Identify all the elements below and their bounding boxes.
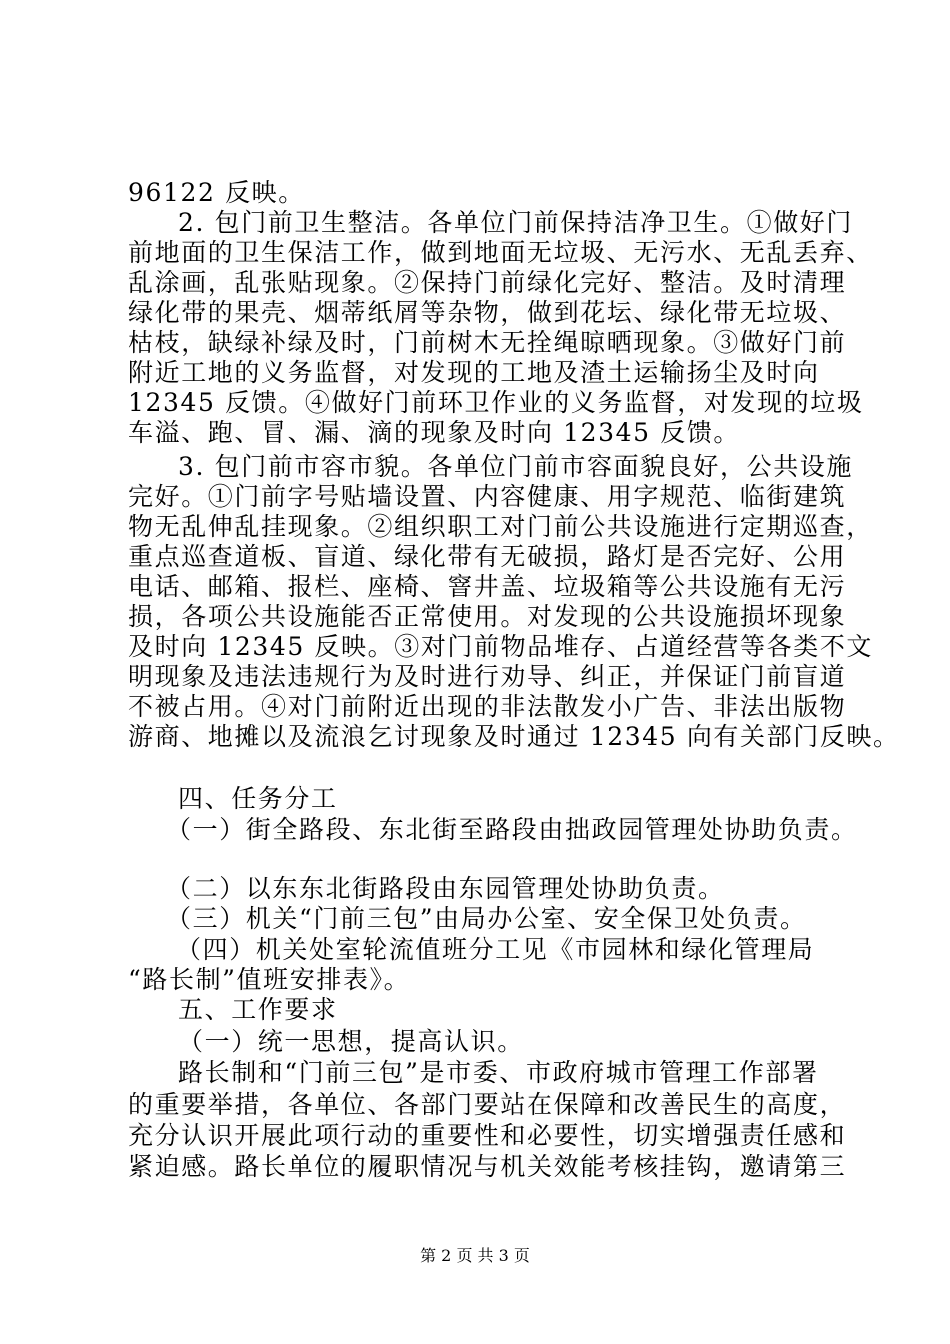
text-line: （二）以东东北街路段由东园管理处协助负责。 — [166, 874, 725, 903]
text-line: 3. 包门前市容市貌。各单位门前市容面貌良好，公共设施 — [178, 452, 854, 481]
text-line: 物无乱伸乱挂现象。②组织职工对门前公共设施进行定期巡查， — [128, 512, 873, 541]
text-line: （一）街全路段、东北街至路段由拙政园管理处协助负责。 — [166, 815, 858, 844]
text-line: 及时向 12345 反映。③对门前物品堆存、占道经营等各类不文 — [128, 632, 874, 661]
text-line: 重点巡查道板、盲道、绿化带有无破损，路灯是否完好、公用 — [128, 542, 847, 571]
section-heading: 五、工作要求 — [178, 995, 338, 1024]
text-line: 不被占用。④对门前附近出现的非法散发小广告、非法出版物 — [128, 692, 847, 721]
text-line: 紧迫感。路长单位的履职情况与机关效能考核挂钩，邀请第三 — [128, 1152, 847, 1181]
text-line: “路长制”值班安排表》。 — [128, 965, 411, 994]
text-line: 前地面的卫生保洁工作，做到地面无垃圾、无污水、无乱丢弃、 — [128, 238, 873, 267]
text-line: 路长制和“门前三包”是市委、市政府城市管理工作部署 — [178, 1058, 819, 1087]
text-line: 车溢、跑、冒、漏、滴的现象及时向 12345 反馈。 — [128, 418, 741, 447]
text-line: 96122 反映。 — [128, 178, 305, 207]
text-line: 2. 包门前卫生整洁。各单位门前保持洁净卫生。①做好门 — [178, 208, 854, 237]
text-line: 损，各项公共设施能否正常使用。对发现的公共设施损坏现象 — [128, 602, 847, 631]
text-line: 的重要举措，各单位、各部门要站在保障和改善民生的高度， — [128, 1090, 847, 1119]
text-line: （四）机关处室轮流值班分工见《市园林和绿化管理局 — [176, 935, 815, 964]
text-line: 绿化带的果壳、烟蒂纸屑等杂物，做到花坛、绿化带无垃圾、 — [128, 298, 847, 327]
text-line: （三）机关“门前三包”由局办公室、安全保卫处负责。 — [166, 904, 807, 933]
section-heading: 四、任务分工 — [178, 784, 338, 813]
text-line: 充分认识开展此项行动的重要性和必要性，切实增强责任感和 — [128, 1121, 847, 1150]
text-line: 乱涂画，乱张贴现象。②保持门前绿化完好、整洁。及时清理 — [128, 268, 847, 297]
text-line: 游商、地摊以及流浪乞讨现象及时通过 12345 向有关部门反映。 — [128, 722, 900, 751]
text-line: 完好。①门前字号贴墙设置、内容健康、用字规范、临街建筑 — [128, 482, 847, 511]
subsection-heading: （一）统一思想，提高认识。 — [178, 1027, 524, 1056]
text-line: 明现象及违法违规行为及时进行劝导、纠正，并保证门前盲道 — [128, 662, 847, 691]
text-line: 电话、邮箱、报栏、座椅、窨井盖、垃圾箱等公共设施有无污 — [128, 572, 847, 601]
text-line: 枯枝，缺绿补绿及时，门前树木无拴绳晾晒现象。③做好门前 — [128, 328, 847, 357]
text-line: 12345 反馈。④做好门前环卫作业的义务监督，对发现的垃圾 — [128, 388, 864, 417]
text-line: 附近工地的义务监督，对发现的工地及渣土运输扬尘及时向 — [128, 358, 820, 387]
page-footer: 第 2 页 共 3 页 — [420, 1246, 530, 1265]
